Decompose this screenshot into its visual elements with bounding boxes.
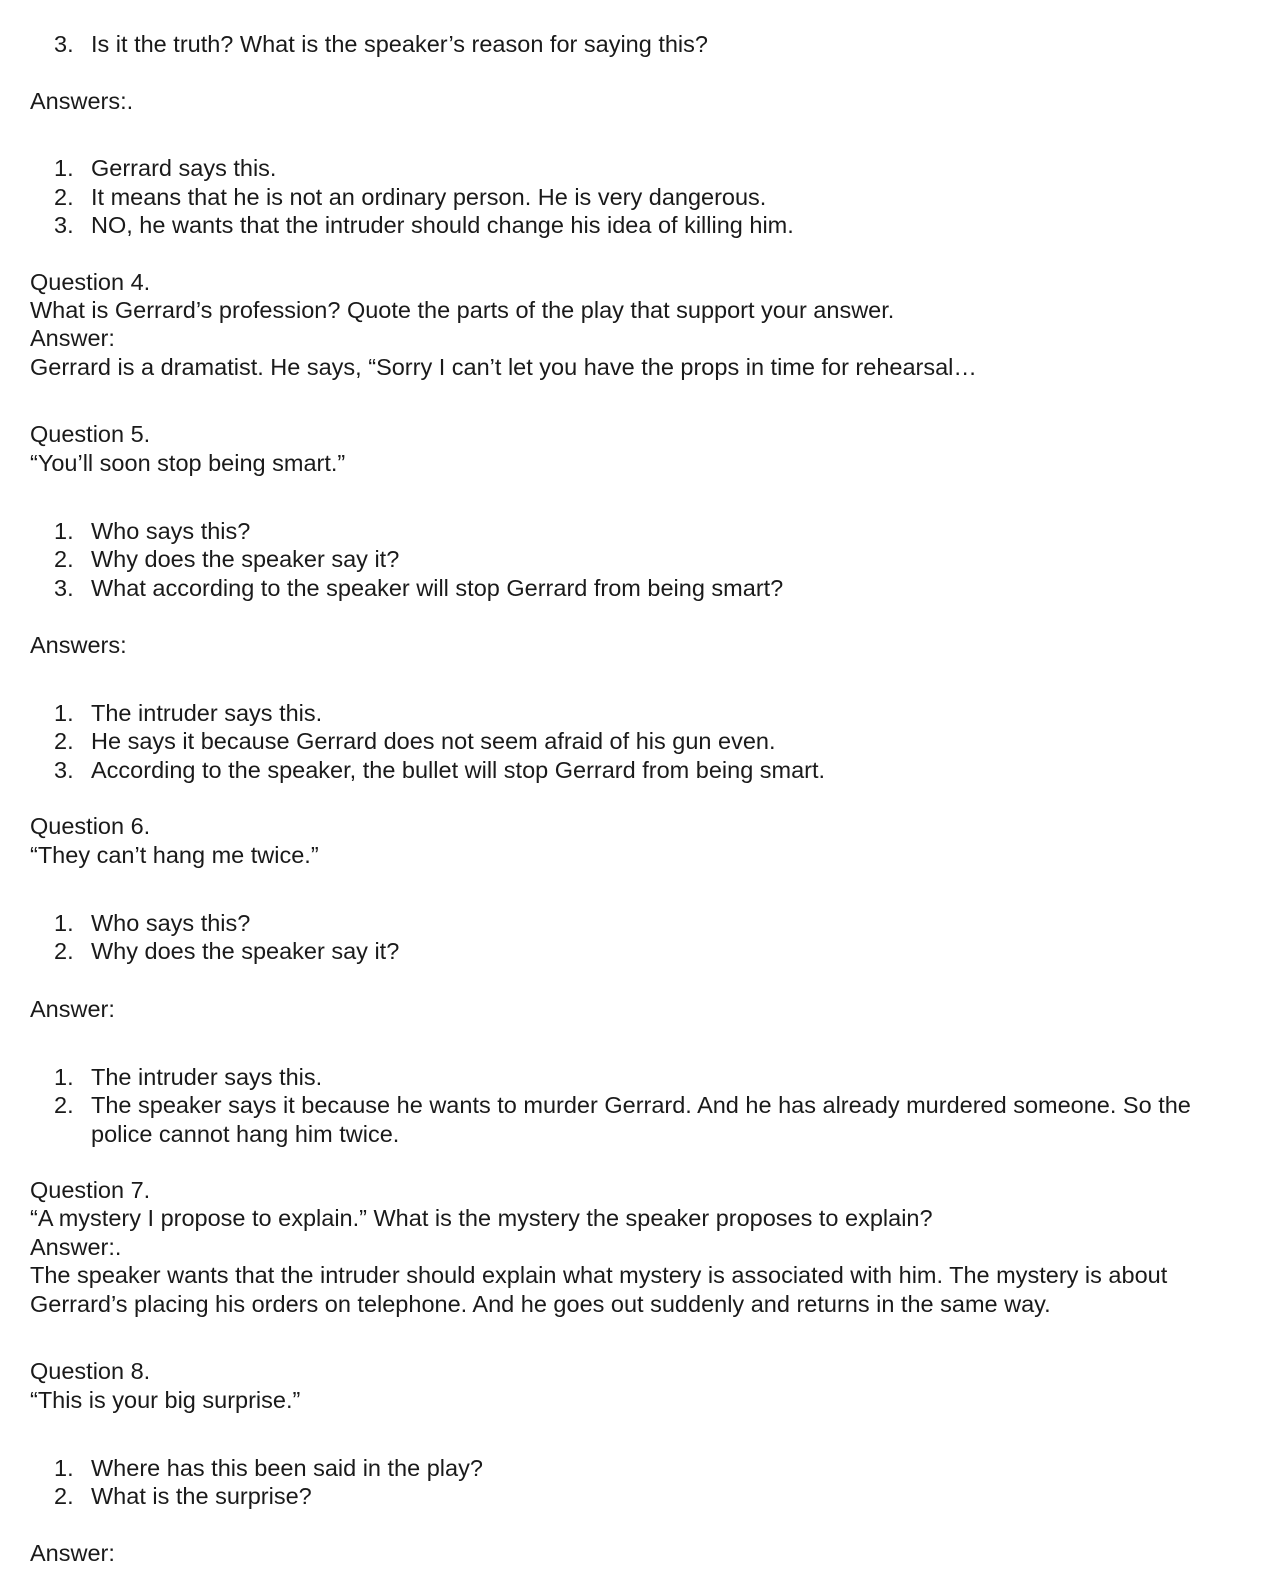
answers-label: Answers:. bbox=[30, 88, 134, 114]
list-text: The intruder says this. bbox=[91, 700, 323, 726]
list-text: Where has this been said in the play? bbox=[91, 1455, 483, 1481]
question-text: What is Gerrard’s profession? Quote the parts of the play that support your answer. bbox=[30, 297, 895, 323]
list-number: 2. bbox=[54, 938, 74, 964]
list-number: 3. bbox=[54, 31, 74, 57]
list-item bbox=[0, 937, 1275, 966]
list-text: Why does the speaker say it? bbox=[91, 938, 400, 964]
question-text: “A mystery I propose to explain.” What is the mystery the speaker proposes to explain? bbox=[30, 1205, 933, 1231]
answer-label: Answer: bbox=[30, 325, 115, 351]
list-text: Why does the speaker say it? bbox=[91, 546, 400, 572]
list-number: 1. bbox=[54, 518, 74, 544]
list-item bbox=[0, 517, 1275, 546]
list-number: 2. bbox=[54, 184, 74, 210]
list-number: 3. bbox=[54, 757, 74, 783]
list-number: 2. bbox=[54, 1092, 74, 1118]
list-item bbox=[0, 574, 1275, 603]
list-text: Who says this? bbox=[91, 518, 251, 544]
list-number: 2. bbox=[54, 728, 74, 754]
list-item bbox=[0, 183, 1275, 212]
list-text: He says it because Gerrard does not seem afraid of his gun even. bbox=[91, 728, 776, 754]
list-text: The intruder says this. bbox=[91, 1064, 323, 1090]
list-number: 3. bbox=[54, 575, 74, 601]
list-number: 1. bbox=[54, 1064, 74, 1090]
list-item bbox=[0, 909, 1275, 938]
list-number: 2. bbox=[54, 546, 74, 572]
answer-text: Gerrard is a dramatist. He says, “Sorry I can’t let you have the props in time for rehearsal… bbox=[30, 354, 977, 380]
list-item bbox=[0, 1091, 1275, 1120]
list-item bbox=[0, 30, 1275, 59]
list-number: 2. bbox=[54, 1483, 74, 1509]
list-text: It means that he is not an ordinary person. He is very dangerous. bbox=[91, 184, 767, 210]
answer-label: Answer:. bbox=[30, 1234, 122, 1260]
answer-text: Gerrard’s placing his orders on telephone. And he goes out suddenly and returns in the same way. bbox=[30, 1291, 1051, 1317]
list-text: NO, he wants that the intruder should change his idea of killing him. bbox=[91, 212, 794, 238]
question-heading: Question 4. bbox=[30, 269, 151, 295]
question-quote: “This is your big surprise.” bbox=[30, 1387, 301, 1413]
list-text: Is it the truth? What is the speaker’s reason for saying this? bbox=[91, 31, 708, 57]
answer-text: The speaker wants that the intruder should explain what mystery is associated with him. The mystery is about bbox=[30, 1262, 1168, 1288]
list-item bbox=[0, 699, 1275, 728]
list-item bbox=[0, 1482, 1275, 1511]
list-number: 1. bbox=[54, 700, 74, 726]
question-quote: “They can’t hang me twice.” bbox=[30, 842, 319, 868]
list-text: The speaker says it because he wants to murder Gerrard. And he has already murdered someone. So the bbox=[91, 1092, 1191, 1118]
answer-label: Answer: bbox=[30, 996, 115, 1022]
list-text: What is the surprise? bbox=[91, 1483, 312, 1509]
answer-label: Answer: bbox=[30, 1540, 115, 1566]
list-number: 1. bbox=[54, 155, 74, 181]
list-text: According to the speaker, the bullet will stop Gerrard from being smart. bbox=[91, 757, 826, 783]
list-number: 3. bbox=[54, 212, 74, 238]
answers-label: Answers: bbox=[30, 632, 127, 658]
list-item bbox=[0, 756, 1275, 785]
list-text: What according to the speaker will stop Gerrard from being smart? bbox=[91, 575, 784, 601]
list-item bbox=[0, 1063, 1275, 1092]
list-number: 1. bbox=[54, 910, 74, 936]
question-heading: Question 8. bbox=[30, 1358, 151, 1384]
list-text: Gerrard says this. bbox=[91, 155, 277, 181]
question-quote: “You’ll soon stop being smart.” bbox=[30, 450, 346, 476]
list-text-continuation: police cannot hang him twice. bbox=[91, 1121, 400, 1147]
list-item bbox=[0, 545, 1275, 574]
list-text: Who says this? bbox=[91, 910, 251, 936]
question-heading: Question 5. bbox=[30, 421, 151, 447]
question-heading: Question 6. bbox=[30, 813, 151, 839]
list-number: 1. bbox=[54, 1455, 74, 1481]
list-item bbox=[0, 211, 1275, 240]
list-item bbox=[0, 727, 1275, 756]
list-item bbox=[0, 1454, 1275, 1483]
list-item bbox=[0, 154, 1275, 183]
question-heading: Question 7. bbox=[30, 1177, 151, 1203]
